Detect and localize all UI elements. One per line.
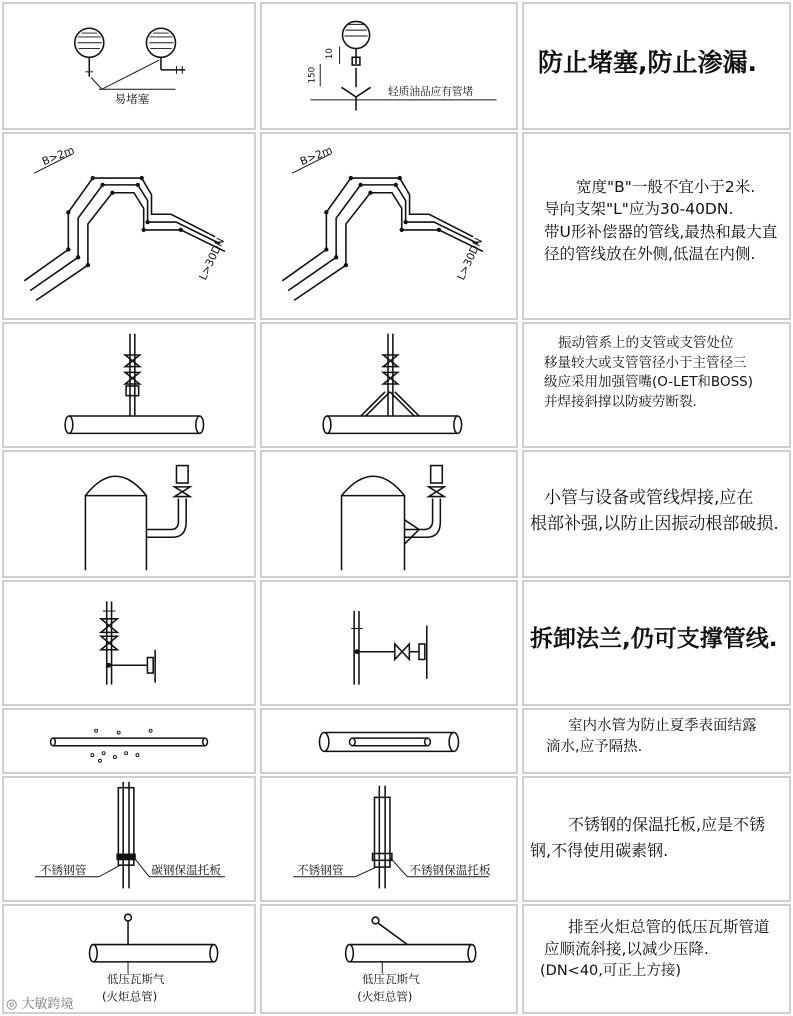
row3-desc-line-2: 移量较大或支管管径小于主管径三 <box>544 354 747 371</box>
row8-desc-line-2: 应顺流斜接,以减少压降. <box>544 940 709 959</box>
row5-desc-line: 拆卸法兰,仍可支撑管线. <box>530 626 778 652</box>
row1-desc-line: 防止堵塞,防止渗漏. <box>538 48 757 77</box>
row6-desc-line-2: 滴水,应予隔热. <box>546 739 643 756</box>
row1-dim-lower: 150 <box>307 66 318 84</box>
row7-right-label-pipe: 不锈钢管 <box>297 862 344 877</box>
row3-right-diagram <box>260 322 518 448</box>
row-plug <box>0 2 793 130</box>
row3-desc-line-3: 级应采用加强管嘴(O-LET和BOSS) <box>544 374 753 391</box>
row-branch-brace <box>0 322 793 448</box>
row3-desc-line-4: 并焊接斜撑以防疲劳断裂. <box>544 393 697 410</box>
row4-description <box>522 450 791 578</box>
watermark <box>6 993 74 1012</box>
row8-desc-line-1: 排至火炬总管的低压瓦斯管道 <box>568 918 770 936</box>
row2-desc-line-4: 径的管线放在外侧,低温在内侧. <box>544 245 756 264</box>
row8-right-diagram <box>260 904 518 1014</box>
row2-desc-line-1: 宽度"B"一般不宜小于2米. <box>576 178 756 196</box>
row7-right-diagram <box>260 776 518 902</box>
row7-desc-line-2: 钢,不得使用碳素钢. <box>530 840 669 860</box>
row4-desc-line-1: 小管与设备或管线焊接,应在 <box>544 488 754 508</box>
row7-right-label-plate: 不锈钢保温托板 <box>409 862 491 877</box>
row2-left-diagram <box>2 132 256 320</box>
row7-left-diagram <box>2 776 256 902</box>
row2-right-diagram <box>260 132 518 320</box>
row1-right-diagram <box>260 2 518 130</box>
row4-left-diagram <box>2 450 256 578</box>
row3-left-diagram <box>2 322 256 448</box>
watermark-logo-icon: ◎ <box>6 997 18 1012</box>
row2-left-dim-b: B>2m <box>40 143 77 169</box>
row5-description <box>522 580 791 706</box>
row8-desc-line-3: (DN<40,可正上方接) <box>540 962 682 979</box>
row-root-reinforce <box>0 450 793 578</box>
row8-description <box>522 904 791 1014</box>
row2-description <box>522 132 791 320</box>
row7-description <box>522 776 791 902</box>
row1-dim-upper: 10 <box>324 48 335 60</box>
row2-desc-line-2: 导向支架"L"应为30-40DN. <box>544 200 734 219</box>
row5-right-diagram <box>260 580 518 706</box>
watermark-text: 大敏跨境 <box>21 997 74 1012</box>
row8-left-label-b: (火炬总管) <box>102 989 158 1004</box>
row1-left-label: 易堵塞 <box>114 91 150 106</box>
row7-desc-line-1: 不锈钢的保温托板,应是不锈 <box>568 815 766 834</box>
row-flare-header <box>0 904 793 1014</box>
row3-desc-line-1: 振动管系上的支管或支管处位 <box>558 335 734 351</box>
row-flange-support <box>0 580 793 706</box>
row-water-insulation <box>0 708 793 774</box>
row-expansion-loop <box>0 132 793 320</box>
row-stainless-support <box>0 776 793 902</box>
row1-left-diagram <box>2 2 256 130</box>
row2-desc-line-3: 带U形补偿器的管线,最热和最大直 <box>544 222 778 241</box>
row8-right-label-a: 低压瓦斯气 <box>362 972 420 987</box>
row4-desc-line-2: 根部补强,以防止因振动根部破损. <box>530 513 779 534</box>
row3-description <box>522 322 791 448</box>
row2-right-dim-l: L>30DN <box>454 235 486 283</box>
row2-left-dim-l: L>30DN <box>196 235 228 283</box>
row1-right-label: 轻质油品应有管堵 <box>388 85 474 99</box>
row7-left-label-plate: 碳钢保温托板 <box>151 862 221 877</box>
row6-right-diagram <box>260 708 518 774</box>
row2-right-dim-b: B>2m <box>298 143 335 169</box>
row8-right-label-b: (火炬总管) <box>357 989 413 1004</box>
row4-right-diagram <box>260 450 518 578</box>
row6-description <box>522 708 791 774</box>
row8-left-label-a: 低压瓦斯气 <box>106 972 165 987</box>
row6-left-diagram <box>2 708 256 774</box>
row1-description <box>522 2 791 130</box>
row6-desc-line-1: 室内水管为防止夏季表面结露 <box>568 718 757 734</box>
row7-left-label-pipe: 不锈钢管 <box>39 862 87 877</box>
row5-left-diagram <box>2 580 256 706</box>
